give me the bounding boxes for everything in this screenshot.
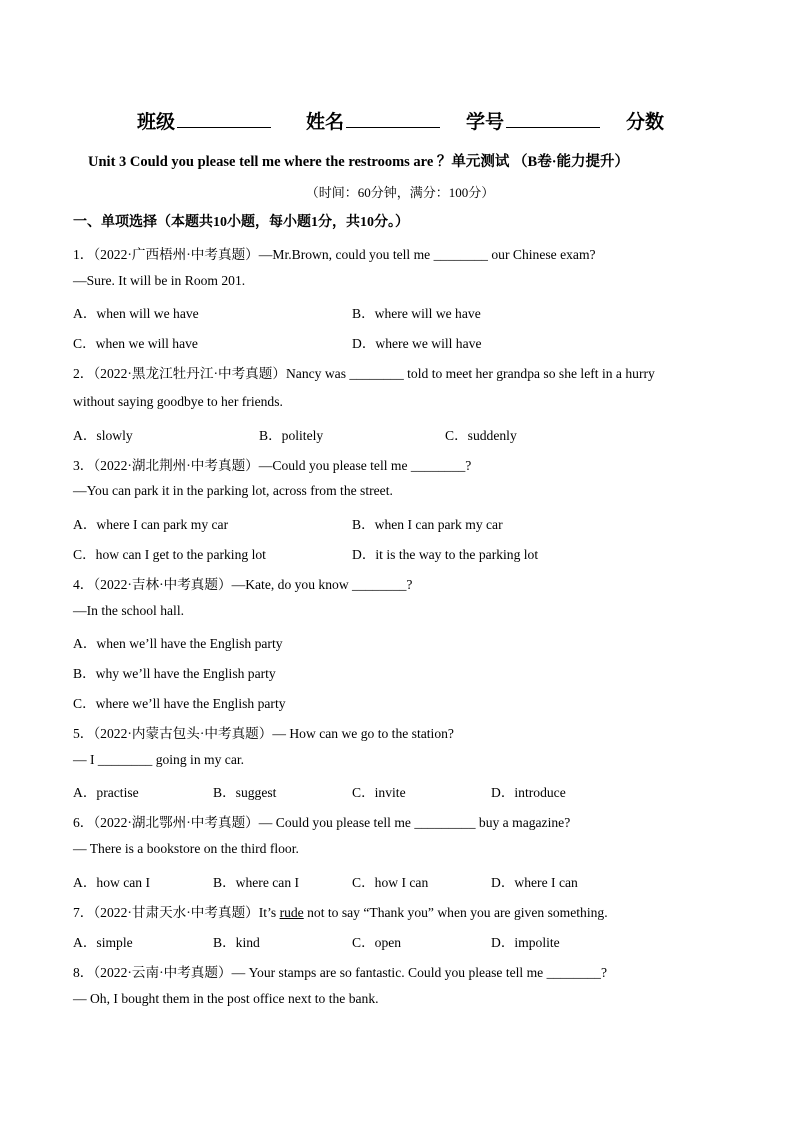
question-text: not to say “Thank you” when you are given something. xyxy=(303,905,608,920)
q7-option-d[interactable]: D．impolite xyxy=(491,935,560,950)
q2-option-b[interactable]: B．politely xyxy=(259,428,324,443)
question-source: （2022·吉林·中考真题） xyxy=(93,577,232,592)
q7-option-a[interactable]: A．simple xyxy=(73,935,133,950)
q5-option-c[interactable]: C．invite xyxy=(352,785,406,800)
question-source: （2022·云南·中考真题） xyxy=(93,965,232,980)
unit-title: Unit 3 Could you please tell me where the restrooms are ？单元测试 （B卷·能力提升） xyxy=(88,154,630,170)
q3-option-c[interactable]: C．how can I get to the parking lot xyxy=(73,547,266,562)
question-3-stem xyxy=(73,454,471,474)
question-5-reply: — I ________ going in my car. xyxy=(73,752,245,767)
underlined-word: rude xyxy=(279,905,304,920)
question-source: （2022·甘肃天水·中考真题） xyxy=(93,905,259,920)
name-label: 姓名 xyxy=(306,112,345,133)
question-2-stem-cont: without saying goodbye to her friends. xyxy=(73,394,283,409)
question-text: — Could you please tell me _________ buy a magazine? xyxy=(258,815,571,830)
question-source: （2022·内蒙古包头·中考真题） xyxy=(93,726,273,741)
question-8-reply: — Oh, I bought them in the post office next to the bank. xyxy=(73,991,379,1006)
q4-option-c[interactable]: C．where we’ll have the English party xyxy=(73,696,286,711)
question-7-stem xyxy=(73,901,608,921)
question-4-stem xyxy=(73,573,412,593)
question-text: Nancy was ________ told to meet her grandpa so she left in a hurry xyxy=(285,366,655,381)
name-field xyxy=(306,107,440,134)
question-number: 1． xyxy=(73,247,94,262)
question-number: 2． xyxy=(73,366,94,381)
q4-option-a[interactable]: A．when we’ll have the English party xyxy=(73,636,283,651)
question-8-stem xyxy=(73,961,607,981)
question-text: It’s xyxy=(258,905,280,920)
question-4-reply: —In the school hall. xyxy=(73,603,184,618)
score-label: 分数 xyxy=(626,112,665,133)
question-1-reply: —Sure. It will be in Room 201. xyxy=(73,273,246,288)
q1-option-d[interactable]: D．where we will have xyxy=(352,336,482,351)
q2-option-a[interactable]: A．slowly xyxy=(73,428,133,443)
question-3-reply: —You can park it in the parking lot, across from the street. xyxy=(73,483,393,498)
id-field xyxy=(466,107,600,134)
section-heading: 一、单项选择（本题共10小题，每小题1分，共10分。） xyxy=(73,215,409,230)
question-5-stem xyxy=(73,722,454,742)
q2-option-c[interactable]: C．suddenly xyxy=(445,428,517,443)
q5-option-a[interactable]: A．practise xyxy=(73,785,139,800)
question-text: — How can we go to the station? xyxy=(272,726,454,741)
q6-option-b[interactable]: B．where can I xyxy=(213,875,300,890)
question-text: —Kate, do you know ________? xyxy=(231,577,413,592)
q6-option-c[interactable]: C．how I can xyxy=(352,875,429,890)
q1-option-c[interactable]: C．when we will have xyxy=(73,336,198,351)
question-2-stem xyxy=(73,362,655,382)
class-blank[interactable] xyxy=(177,109,271,128)
q1-option-b[interactable]: B．where will we have xyxy=(352,306,481,321)
q5-option-d[interactable]: D．introduce xyxy=(491,785,566,800)
class-field xyxy=(137,107,271,134)
q1-option-a[interactable]: A．when will we have xyxy=(73,306,199,321)
question-text: — Your stamps are so fantastic. Could you please tell me ________? xyxy=(231,965,608,980)
question-6-reply: — There is a bookstore on the third floor. xyxy=(73,841,299,856)
q3-option-b[interactable]: B．when I can park my car xyxy=(352,517,503,532)
question-source: （2022·湖北鄂州·中考真题） xyxy=(93,815,259,830)
q7-option-b[interactable]: B．kind xyxy=(213,935,260,950)
q5-option-b[interactable]: B．suggest xyxy=(213,785,277,800)
question-number: 6． xyxy=(73,815,94,830)
name-blank[interactable] xyxy=(346,109,440,128)
q3-option-a[interactable]: A．where I can park my car xyxy=(73,517,229,532)
question-number: 4． xyxy=(73,577,94,592)
question-number: 7． xyxy=(73,905,94,920)
question-source: （2022·湖北荆州·中考真题） xyxy=(93,458,259,473)
question-source: （2022·黑龙江牡丹江·中考真题） xyxy=(93,366,286,381)
question-6-stem xyxy=(73,811,570,831)
question-text: —Could you please tell me ________? xyxy=(258,458,472,473)
class-label: 班级 xyxy=(137,112,176,133)
q7-option-c[interactable]: C．open xyxy=(352,935,402,950)
question-number: 3． xyxy=(73,458,94,473)
question-number: 8． xyxy=(73,965,94,980)
question-number: 5． xyxy=(73,726,94,741)
score-field xyxy=(626,107,664,134)
question-text: —Mr.Brown, could you tell me ________ our Chinese exam? xyxy=(258,247,596,262)
q3-option-d[interactable]: D．it is the way to the parking lot xyxy=(352,547,539,562)
id-blank[interactable] xyxy=(506,109,600,128)
question-1-stem xyxy=(73,243,596,263)
question-source: （2022·广西梧州·中考真题） xyxy=(93,247,259,262)
q4-option-b[interactable]: B．why we’ll have the English party xyxy=(73,666,276,681)
q6-option-a[interactable]: A．how can I xyxy=(73,875,151,890)
q6-option-d[interactable]: D．where I can xyxy=(491,875,578,890)
exam-subtitle: （时间：60分钟，满分：100分） xyxy=(305,185,495,200)
id-label: 学号 xyxy=(466,112,505,133)
